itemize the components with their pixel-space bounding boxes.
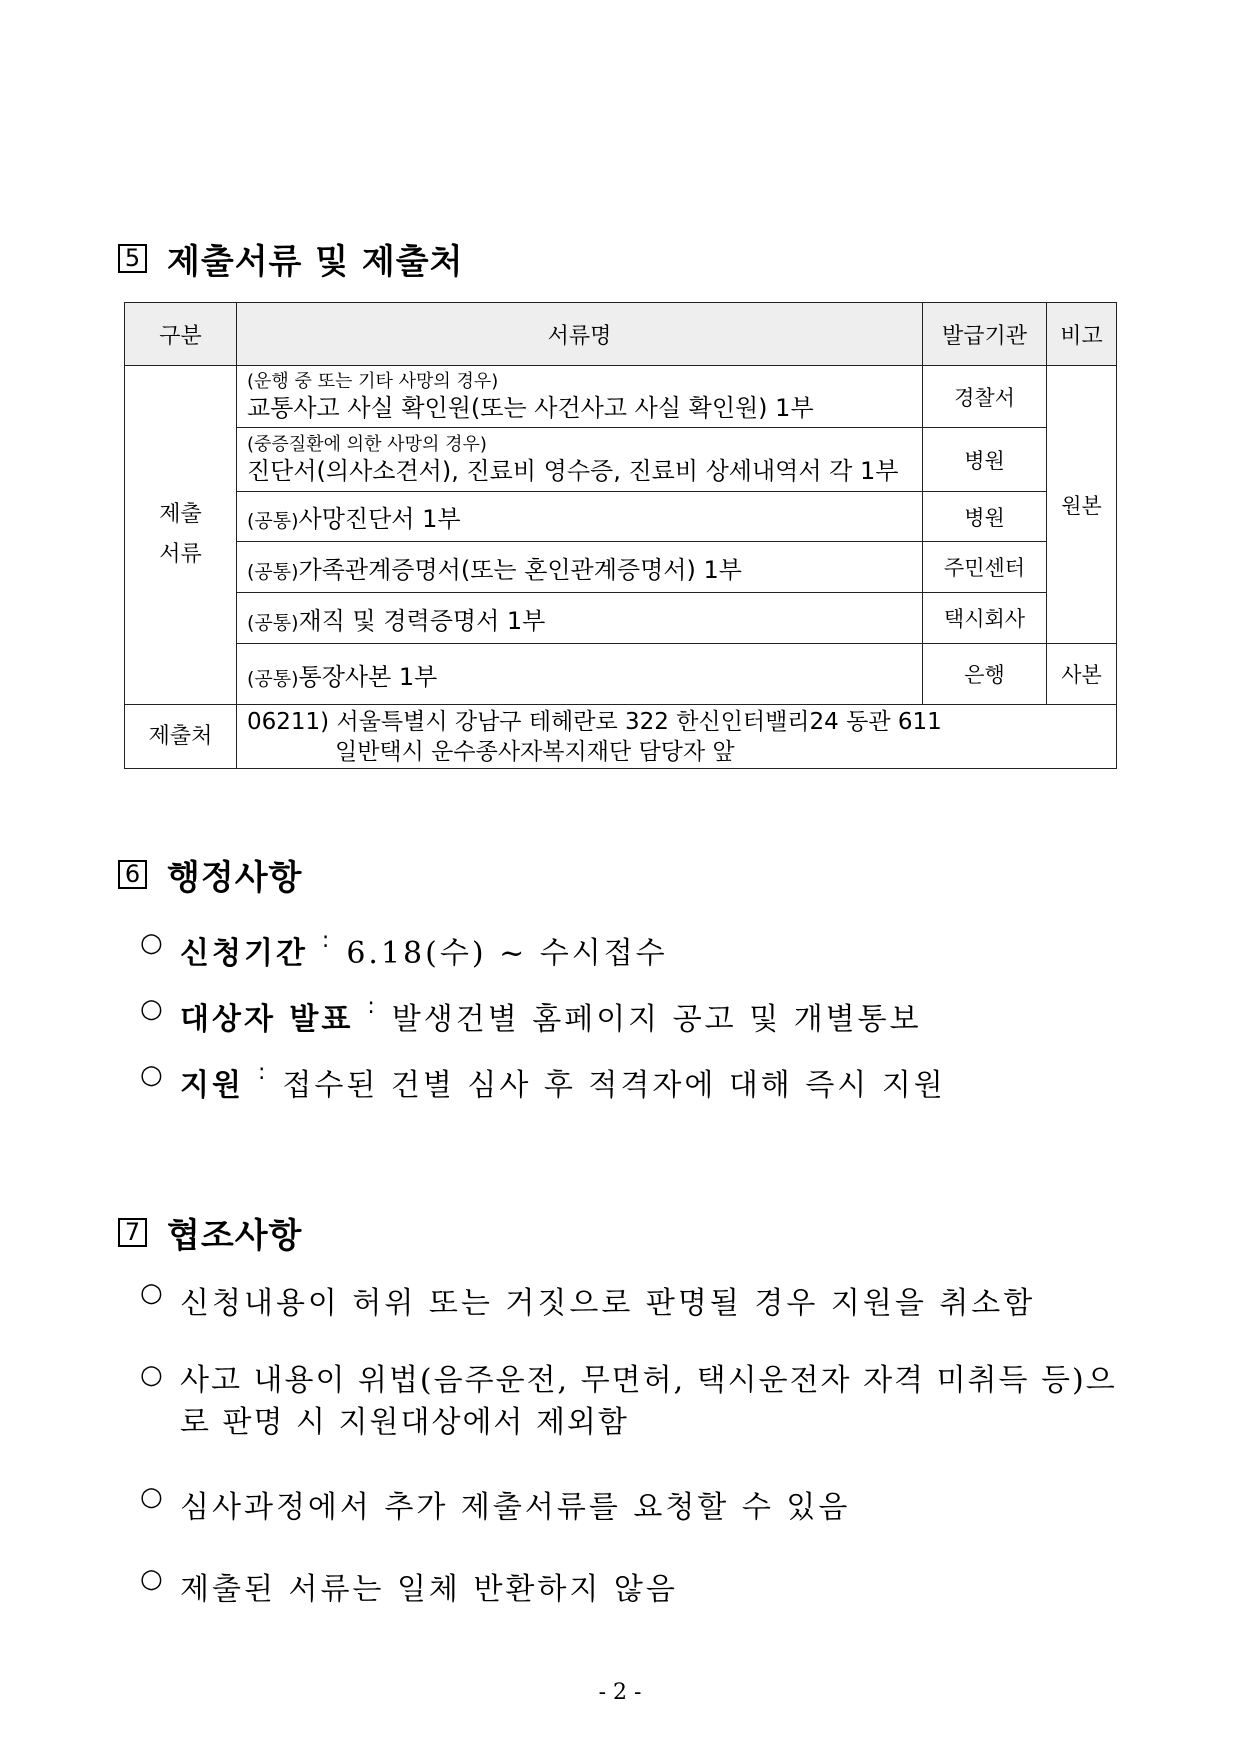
admin-item-label: 지원: [180, 1068, 244, 1103]
category-label-line1: 제출: [159, 502, 202, 527]
bullet-icon: ○: [140, 994, 166, 1024]
header-category: 구분: [125, 303, 237, 366]
section5-title: 제출서류 및 제출처: [167, 242, 464, 282]
section5-heading: [118, 234, 463, 283]
doc-prefix: (공통): [247, 510, 299, 532]
section6-title: 행정사항: [167, 858, 303, 898]
bullet-icon: ○: [140, 1278, 166, 1308]
table-row: [125, 428, 1117, 492]
documents-table: [124, 302, 1117, 769]
bullet-icon: ○: [140, 1564, 166, 1594]
bullet-icon: ○: [140, 1360, 166, 1390]
doc-name: 진단서(의사소견서), 진료비 영수증, 진료비 상세내역서 각 1부: [247, 456, 899, 485]
doc-prefix: (공통): [247, 667, 299, 690]
coop-item-text: 심사과정에서 추가 제출서류를 요청할 수 있음: [180, 1490, 851, 1525]
remark-original: 원본: [1047, 366, 1117, 644]
issuer-cell: 경찰서: [923, 366, 1047, 428]
admin-item: [140, 928, 668, 972]
table-row: [125, 593, 1117, 644]
bullet-icon: ○: [140, 1482, 166, 1512]
section6-number: 6: [118, 860, 147, 889]
coop-item: [140, 1482, 850, 1526]
doc-name-cell: [237, 542, 923, 593]
issuer-cell: 병원: [923, 428, 1047, 492]
admin-item-label: 신청기간: [180, 936, 308, 971]
doc-prefix: (공통): [247, 611, 299, 634]
colon: :: [321, 928, 333, 953]
admin-item: [140, 994, 922, 1038]
destination-address: [237, 705, 1117, 769]
bullet-icon: ○: [140, 1060, 166, 1090]
coop-item: [140, 1564, 678, 1608]
admin-item-text: 6.18(수) ~ 수시접수: [346, 936, 668, 971]
page-number: - 2 -: [598, 1680, 642, 1705]
doc-name-cell: [237, 492, 923, 542]
admin-item-label: 대상자 발표: [180, 1002, 354, 1037]
section7-title: 협조사항: [167, 1216, 303, 1256]
section7-heading: [118, 1208, 302, 1257]
doc-name: 가족관계증명서(또는 혼인관계증명서) 1부: [298, 555, 742, 584]
header-remark: 비고: [1047, 303, 1117, 366]
table-row: [125, 492, 1117, 542]
section6-heading: [118, 850, 302, 899]
coop-item: [140, 1360, 1120, 1444]
colon: :: [367, 994, 378, 1019]
section5-number: 5: [118, 244, 147, 273]
admin-item-text: 발생건별 홈페이지 공고 및 개별통보: [391, 1002, 922, 1037]
doc-name-cell: [237, 428, 923, 492]
table-header-row: [125, 303, 1117, 366]
doc-name-cell: [237, 366, 923, 428]
coop-item-text: 사고 내용이 위법(음주운전, 무면허, 택시운전자 자격 미취득 등)으로 판명 시 지원대상에서 제외함: [180, 1363, 1117, 1440]
header-doc-name: 서류명: [237, 303, 923, 366]
doc-name: 교통사고 사실 확인원(또는 사건사고 사실 확인원) 1부: [247, 393, 814, 422]
coop-item-text: 제출된 서류는 일체 반환하지 않음: [180, 1572, 678, 1607]
admin-item-text: 접수된 건별 심사 후 적격자에 대해 즉시 지원: [282, 1068, 946, 1103]
bullet-icon: ○: [140, 928, 166, 958]
header-issuer: 발급기관: [923, 303, 1047, 366]
issuer-cell: 택시회사: [923, 593, 1047, 644]
category-cell: [125, 366, 237, 705]
destination-row: [125, 705, 1117, 769]
doc-name-cell: [237, 593, 923, 644]
table-row: [125, 366, 1117, 428]
category-label-line2: 서류: [159, 542, 202, 567]
coop-item: [140, 1278, 1035, 1322]
doc-name: 통장사본 1부: [298, 662, 438, 691]
destination-label: 제출처: [125, 705, 237, 769]
destination-line1: 06211) 서울특별시 강남구 테헤란로 322 한신인터밸리24 동관 611: [247, 708, 942, 735]
section7-number: 7: [118, 1218, 147, 1247]
doc-note: (운행 중 또는 기타 사망의 경우): [247, 370, 499, 392]
doc-name: 재직 및 경력증명서 1부: [298, 606, 546, 635]
doc-name-cell: [237, 644, 923, 705]
remark-copy: 사본: [1047, 644, 1117, 705]
table-row: [125, 542, 1117, 593]
destination-line2: 일반택시 운수종사자복지재단 담당자 앞: [335, 738, 735, 765]
doc-note: (중증질환에 의한 사망의 경우): [247, 433, 487, 455]
doc-name: 사망진단서 1부: [298, 505, 461, 533]
issuer-cell: 병원: [923, 492, 1047, 542]
table-row: [125, 644, 1117, 705]
doc-prefix: (공통): [247, 560, 299, 583]
colon: :: [257, 1060, 269, 1085]
coop-item-text: 신청내용이 허위 또는 거짓으로 판명될 경우 지원을 취소함: [180, 1286, 1036, 1321]
issuer-cell: 은행: [923, 644, 1047, 705]
issuer-cell: 주민센터: [923, 542, 1047, 593]
admin-item: [140, 1060, 946, 1104]
